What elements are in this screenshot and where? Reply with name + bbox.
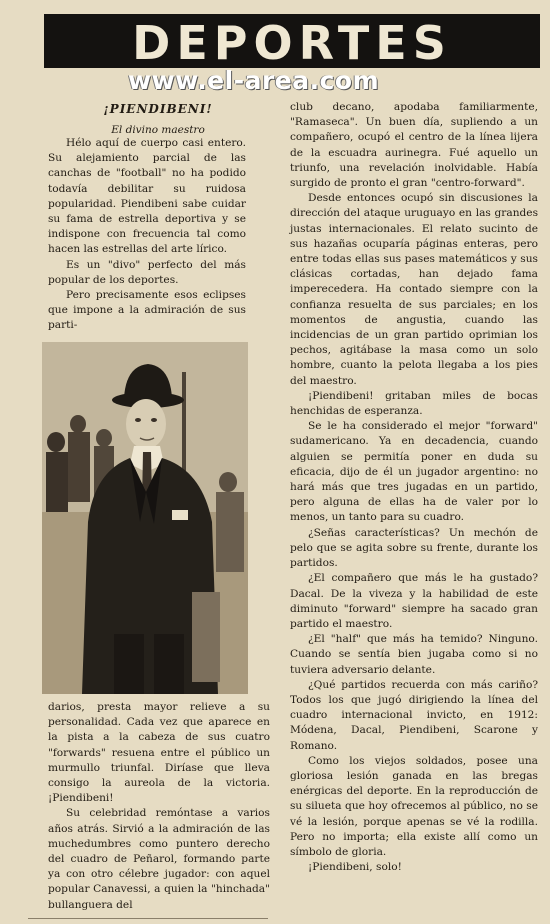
- left-column-top: [48, 136, 246, 334]
- paragraph: Se le ha considerado el mejor "forward" sudamericano. Ya en decadencia, cuando alguien se permitía poner en duda su eficacia, dijo de él un jugador argentino: no hará más que tres jugadas en un partido, pero alguna de ellas ha de valer por lo menos, un tanto para su cuadro.: [290, 420, 538, 524]
- article-heading: ¡PIENDIBENI!: [103, 102, 213, 116]
- paragraph: ¡Piendibeni, solo!: [308, 861, 402, 874]
- watermark-url: www.el-area.com: [128, 66, 380, 95]
- paragraph: Es un "divo" perfecto del más popular de los deportes.: [48, 258, 246, 286]
- paragraph: club decano, apodaba familiarmente, "Ramaseca". Un buen día, supliendo a un compañero, ocupó el centro de la línea lijera de la escuadra aurinegra. Fué aquello un triunfo, una revelación inolvidable. Había surgido de pronto el gran "centro-forward".: [290, 101, 538, 190]
- divider: [28, 918, 268, 919]
- article-subheading: El divino maestro: [111, 124, 205, 136]
- paragraph: ¿Señas características? Un mechón de pelo que se agita sobre su frente, durante los partidos.: [290, 526, 538, 570]
- paragraph: ¿El compañero que más le ha gustado? Dacal. De la viveza y la habilidad de este diminuto "forward" siempre ha sacado gran partido el maestro.: [290, 572, 538, 630]
- portrait-photo: [42, 342, 248, 694]
- paragraph: Su celebridad remóntase a varios años atrás. Sirvió a la admiración de las muchedumbres como puntero derecho del cuadro de Peñarol, formando parte ya con otro célebre jugador: con aquel popular Canavessi, a quien la "hinchada" bullanguera del: [48, 807, 270, 911]
- masthead: [44, 14, 540, 68]
- paragraph: darios, presta mayor relieve a su personalidad. Cada vez que aparece en la pista a la cabeza de sus cuatro "forwards" resuena entre el público un murmullo triunfal. Diríase que lleva consigo la aureola de la victoria. ¡Piendibeni!: [48, 701, 270, 805]
- portrait-illustration: [42, 342, 248, 694]
- right-column: [290, 100, 538, 875]
- paragraph: Como los viejos soldados, posee una gloriosa lesión ganada en las bregas enérgicas del deporte. En la reproducción de su silueta que hoy ofrecemos al público, no se vé la lesión, porque apenas se vé la rodilla. Pero no importa; ella existe allí como un símbolo de gloria.: [290, 754, 538, 858]
- left-column-bottom: [48, 700, 270, 913]
- paragraph: ¿El "half" que más ha temido? Ninguno. Cuando se sentía bien jugaba como si no tuviera adversario delante.: [290, 633, 538, 676]
- section-title: DEPORTES: [132, 16, 452, 70]
- paragraph: ¡Piendibeni! gritaban miles de bocas henchidas de esperanza.: [290, 389, 538, 418]
- paragraph: Pero precisamente esos eclipses que impone a la admiración de sus parti-: [48, 289, 246, 332]
- paragraph: ¿Qué partidos recuerda con más cariño? Todos los que jugó dirigiendo la línea del cuadro internacional invicto, en 1912: Módena, Dacal, Piendibeni, Scarone y Romano.: [290, 678, 538, 752]
- paragraph: Hélo aquí de cuerpo casi entero. Su alejamiento parcial de las canchas de "football" no ha podido todavía debilitar su ruidosa popularidad. Piendibeni sabe cuidar su fama de estrella deportiva y se indispone con frecuencia tal como hacen las estrellas del arte lírico.: [48, 137, 246, 256]
- paragraph: Desde entonces ocupó sin discusiones la dirección del ataque uruguayo en las grandes justas internacionales. El relato sucinto de sus hazañas ocuparía páginas enteras, pero entre todas ellas sus pases matemáticos y sus clásicas cortadas, han dejado fama imperecedera. Ha contado siempre con la confianza resuelta de sus parciales; en los momentos de angustia, cuando las incidencias de un gran partido oprimian los pechos, agitábase la masa como un solo hombre, cuanto la pelota llegaba a los pies del maestro.: [290, 192, 538, 387]
